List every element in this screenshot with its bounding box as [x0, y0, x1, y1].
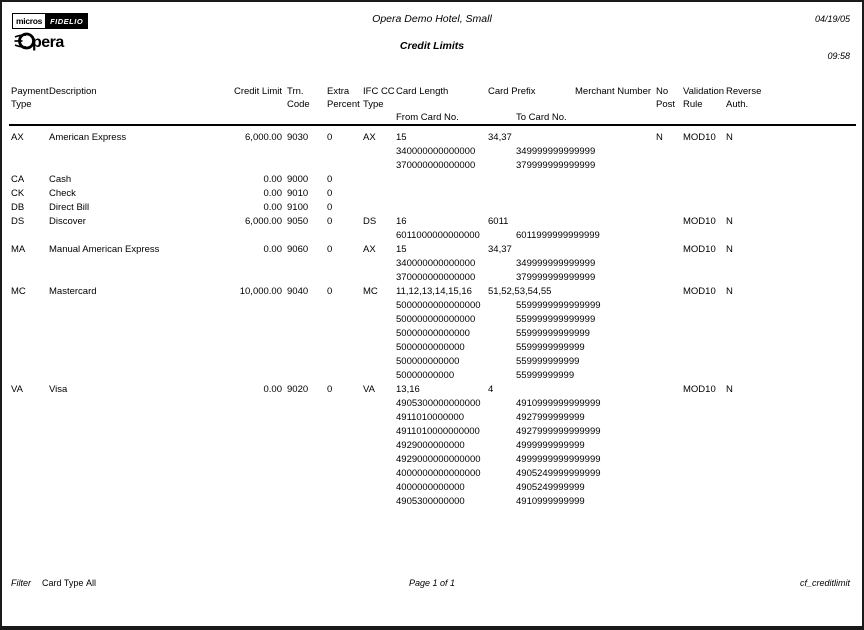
cell-payment-type: DS [11, 216, 25, 227]
cell-card-length: 15 [396, 244, 407, 255]
report-time: 09:58 [827, 51, 850, 61]
cell-description: Discover [49, 216, 86, 227]
header-payment: Payment [11, 86, 49, 97]
cell-from-card-no: 340000000000000 [396, 258, 476, 269]
cell-to-card-no: 4910999999999 [516, 496, 585, 507]
cell-payment-type: MC [11, 286, 26, 297]
cell-from-card-no: 6011000000000000 [396, 230, 480, 241]
cell-extra-percent: 0 [327, 384, 333, 395]
cell-to-card-no: 6011999999999999 [516, 230, 600, 241]
cell-from-card-no: 5000000000000000 [396, 300, 481, 311]
cell-extra-percent: 0 [327, 286, 333, 297]
header-ifc-type: Type [363, 99, 384, 110]
cell-to-card-no: 4927999999999 [516, 412, 585, 423]
header-payment-type: Type [11, 99, 32, 110]
cell-from-card-no: 4929000000000 [396, 440, 465, 451]
cell-extra-percent: 0 [327, 244, 333, 255]
header-no-post2: Post [656, 99, 676, 110]
cell-trn-code: 9010 [287, 188, 309, 199]
header-reverse-auth: Auth. [726, 99, 749, 110]
cell-payment-type: CK [11, 188, 25, 199]
cell-from-card-no: 5000000000000 [396, 342, 465, 353]
cell-reverse-auth: N [726, 244, 733, 255]
cell-trn-code: 9100 [287, 202, 309, 213]
header-ifc-cc: IFC CC [363, 86, 395, 97]
header-no-post: No [656, 86, 669, 97]
report-id: cf_creditlimit [799, 578, 850, 588]
cell-no-post: N [656, 132, 663, 143]
cell-from-card-no: 4911010000000 [396, 412, 464, 423]
header-credit-limit: Credit Limit [233, 86, 282, 97]
cell-to-card-no: 559999999999 [516, 356, 580, 367]
cell-from-card-no: 370000000000000 [396, 272, 476, 283]
cell-credit-limit: 0.00 [263, 188, 282, 199]
cell-trn-code: 9030 [287, 132, 309, 143]
cell-to-card-no: 4999999999999 [516, 440, 585, 451]
cell-card-length: 16 [396, 216, 407, 227]
cell-payment-type: MA [11, 244, 26, 255]
cell-validation-rule: MOD10 [683, 286, 716, 297]
cell-ifc-cc-type: AX [363, 132, 376, 143]
cell-validation-rule: MOD10 [683, 384, 716, 395]
cell-credit-limit: 0.00 [263, 384, 282, 395]
cell-validation-rule: MOD10 [683, 216, 716, 227]
cell-description: Visa [49, 384, 68, 395]
cell-trn-code: 9000 [287, 174, 309, 185]
cell-to-card-no: 5599999999999999 [516, 300, 601, 311]
header-extra: Extra [327, 86, 350, 97]
cell-payment-type: AX [11, 132, 24, 143]
cell-to-card-no: 559999999999999 [516, 314, 596, 325]
cell-description: American Express [49, 132, 127, 143]
header-to-card-no: To Card No. [516, 112, 567, 123]
cell-to-card-no: 4910999999999999 [516, 398, 601, 409]
cell-credit-limit: 6,000.00 [245, 132, 282, 143]
header-trn: Trn. [287, 86, 304, 97]
cell-card-prefix: 51,52,53,54,55 [488, 286, 552, 297]
cell-to-card-no: 55999999999 [516, 370, 575, 381]
cell-from-card-no: 4000000000000 [396, 482, 465, 493]
cell-from-card-no: 4911010000000000 [396, 426, 480, 437]
cell-to-card-no: 4927999999999999 [516, 426, 601, 437]
cell-card-length: 11,12,13,14,15,16 [396, 286, 472, 297]
cell-credit-limit: 0.00 [263, 202, 282, 213]
cell-to-card-no: 349999999999999 [516, 146, 596, 157]
cell-card-prefix: 34,37 [488, 244, 512, 255]
cell-credit-limit: 10,000.00 [239, 286, 282, 297]
header-divider [9, 124, 856, 126]
cell-credit-limit: 0.00 [263, 244, 282, 255]
cell-from-card-no: 4000000000000000 [396, 468, 481, 479]
cell-trn-code: 9060 [287, 244, 309, 255]
cell-description: Check [49, 188, 76, 199]
cell-from-card-no: 4905300000000000 [396, 398, 481, 409]
cell-to-card-no: 4905249999999999 [516, 468, 601, 479]
cell-ifc-cc-type: MC [363, 286, 378, 297]
cell-payment-type: VA [11, 384, 23, 395]
filter-label: Filter [11, 578, 31, 588]
header-description: Description [49, 86, 97, 97]
card-type-label: Card Type [42, 578, 84, 588]
cell-to-card-no: 379999999999999 [516, 272, 596, 283]
cell-payment-type: DB [11, 202, 25, 213]
cell-reverse-auth: N [726, 132, 733, 143]
cell-to-card-no: 4905249999999 [516, 482, 585, 493]
cell-from-card-no: 370000000000000 [396, 160, 476, 171]
header-validation: Validation [683, 86, 725, 97]
cell-extra-percent: 0 [327, 202, 333, 213]
cell-ifc-cc-type: DS [363, 216, 377, 227]
cell-card-prefix: 34,37 [488, 132, 512, 143]
cell-extra-percent: 0 [327, 188, 333, 199]
cell-extra-percent: 0 [327, 174, 333, 185]
table-header-line1 [2, 86, 862, 100]
opera-logo-text: pera [32, 34, 64, 51]
cell-trn-code: 9020 [287, 384, 309, 395]
cell-from-card-no: 340000000000000 [396, 146, 476, 157]
cell-from-card-no: 50000000000 [396, 370, 455, 381]
cell-extra-percent: 0 [327, 216, 333, 227]
cell-description: Manual American Express [49, 244, 160, 255]
cell-credit-limit: 0.00 [263, 174, 282, 185]
micros-logo-text: micros [12, 13, 46, 29]
cell-ifc-cc-type: VA [363, 384, 375, 395]
cell-validation-rule: MOD10 [683, 244, 716, 255]
cell-to-card-no: 349999999999999 [516, 258, 596, 269]
header-validation-rule: Rule [683, 99, 703, 110]
header-reverse: Reverse [726, 86, 762, 97]
header-card-prefix: Card Prefix [488, 86, 536, 97]
cell-ifc-cc-type: AX [363, 244, 376, 255]
cell-description: Direct Bill [49, 202, 90, 213]
cell-reverse-auth: N [726, 216, 733, 227]
report-date: 04/19/05 [814, 14, 850, 24]
cell-reverse-auth: N [726, 384, 733, 395]
cell-validation-rule: MOD10 [683, 132, 716, 143]
cell-to-card-no: 4999999999999999 [516, 454, 601, 465]
card-type-value: All [86, 578, 97, 588]
cell-reverse-auth: N [726, 286, 733, 297]
header-extra-percent: Percent [327, 99, 360, 110]
cell-from-card-no: 4929000000000000 [396, 454, 481, 465]
cell-to-card-no: 5599999999999 [516, 342, 585, 353]
cell-to-card-no: 55999999999999 [516, 328, 590, 339]
cell-card-prefix: 4 [488, 384, 494, 395]
cell-extra-percent: 0 [327, 132, 333, 143]
cell-description: Cash [49, 174, 72, 185]
cell-card-prefix: 6011 [488, 216, 509, 227]
report-title: Credit Limits [399, 40, 465, 52]
cell-from-card-no: 4905300000000 [396, 496, 465, 507]
cell-description: Mastercard [49, 286, 97, 297]
cell-from-card-no: 50000000000000 [396, 328, 470, 339]
table-header-line2 [2, 99, 862, 113]
cell-credit-limit: 6,000.00 [245, 216, 282, 227]
header-from-card-no: From Card No. [396, 112, 459, 123]
fidelio-logo-text: FIDELIO [46, 13, 88, 29]
cell-card-length: 15 [396, 132, 407, 143]
header-trn-code: Code [287, 99, 310, 110]
cell-trn-code: 9040 [287, 286, 309, 297]
page-indicator: Page 1 of 1 [408, 578, 456, 588]
cell-payment-type: CA [11, 174, 25, 185]
cell-from-card-no: 500000000000 [396, 356, 460, 367]
cell-from-card-no: 500000000000000 [396, 314, 476, 325]
header-card-length: Card Length [396, 86, 449, 97]
header-merchant-number: Merchant Number [575, 86, 652, 97]
cell-trn-code: 9050 [287, 216, 309, 227]
cell-card-length: 13,16 [396, 384, 420, 395]
cell-to-card-no: 379999999999999 [516, 160, 596, 171]
hotel-title: Opera Demo Hotel, Small [372, 13, 492, 25]
